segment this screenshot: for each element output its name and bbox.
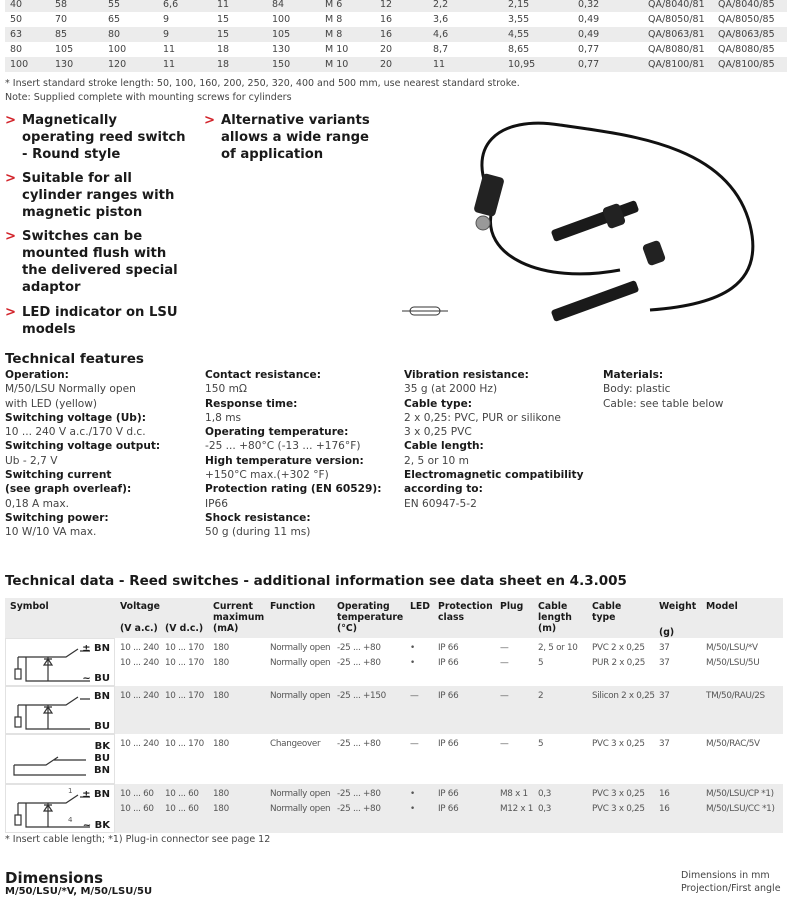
table-cell: IP 66 [438,658,459,668]
table-cell: 11 [163,44,176,55]
table-cell: 10 ... 240 [120,643,159,653]
column-header: (V d.c.) [165,623,204,634]
mounting-note: Note: Supplied complete with mounting screws for cylinders [5,92,292,103]
table-cell: 55 [108,0,121,10]
bullet-marker: > [5,113,17,128]
table-cell: 16 [659,804,670,814]
table-cell: QA/8040/85 [718,0,775,10]
column-header: Weight [659,601,697,612]
feature-value: IP66 [205,497,228,510]
feature-column [5,368,201,540]
table-cell: 180 [213,739,229,749]
bullet-text: Alternative variants allows a wide range of application [221,113,370,162]
bullet-marker: > [204,113,216,128]
table-cell: TM/50/RAU/2S [706,691,765,701]
feature-value: EN 60947-5-2 [404,497,477,510]
feature-label: according to: [404,483,483,496]
table-cell: 10 ... 240 [120,691,159,701]
table-cell: -25 ... +80 [337,658,381,668]
feature-value: Ub - 2,7 V [5,454,58,467]
table-cell: • [410,643,415,653]
table-cell: 9 [163,29,170,40]
bullet-item [5,170,187,221]
feature-value: 35 g (at 2000 Hz) [404,383,498,396]
table-cell: 37 [659,691,670,701]
table-cell: IP 66 [438,691,459,701]
table-cell: 8,7 [433,44,449,55]
feature-label: Switching power: [5,511,109,524]
table-cell: Normally open [270,691,331,701]
table-cell: 2,15 [508,0,530,10]
table-cell: -25 ... +80 [337,804,381,814]
bullet-text: Switches can be mounted flush with the delivered special adaptor [22,229,178,295]
bullet-text: LED indicator on LSU models [22,305,178,337]
feature-label: (see graph overleaf): [5,483,132,496]
table-cell: 85 [55,29,68,40]
table-cell: PUR 2 x 0,25 [592,658,646,668]
table-cell: M 10 [325,59,349,70]
feature-label: Response time: [205,397,298,410]
feature-label: High temperature version: [205,454,364,467]
table-cell: 130 [272,44,291,55]
table-cell: 180 [213,804,229,814]
table-cell: 105 [272,29,291,40]
table-cell: • [410,789,415,799]
table-cell: 100 [108,44,127,55]
feature-value: 50 g (during 11 ms) [205,526,311,539]
bullet-item [5,112,187,163]
table-cell: 120 [108,59,127,70]
table-cell: • [410,658,415,668]
table-cell: 180 [213,658,229,668]
table-cell: 10 ... 60 [165,804,199,814]
table-cell: 8,65 [508,44,530,55]
table-cell: IP 66 [438,789,459,799]
table-cell: 0,77 [578,59,600,70]
table-cell: Normally open [270,658,331,668]
table-cell: PVC 3 x 0,25 [592,789,645,799]
circuit-symbol [5,686,115,734]
table-cell: 10 ... 60 [165,789,199,799]
table-cell: QA/8100/81 [648,59,705,70]
table-cell: — [410,691,419,701]
table-cell: IP 66 [438,643,459,653]
table-cell: PVC 2 x 0,25 [592,643,645,653]
feature-label: Vibration resistance: [404,369,529,381]
table-cell: — [500,739,509,749]
table-cell: M/50/RAC/5V [706,739,760,749]
column-header: (g) [659,627,675,638]
table-cell: -25 ... +80 [337,789,381,799]
table-cell: 5 [538,658,544,668]
feature-value: 10 ... 240 V a.c./170 V d.c. [5,426,146,439]
bullet-marker: > [5,305,17,320]
table-cell: 20 [380,59,393,70]
table-cell: • [410,804,415,814]
feature-value: -25 ... +80°C (-13 ... +176°F) [205,440,361,453]
wire-label: ~ BK [82,820,110,831]
column-header: Plug [500,601,524,612]
table-cell: 130 [55,59,74,70]
table-cell: Normally open [270,789,331,799]
column-header: Voltage [120,601,160,612]
feature-label: Cable type: [404,397,472,410]
table-cell: M8 x 1 [500,789,528,799]
table-cell: 10 ... 60 [120,804,154,814]
wire-label: BK [94,741,110,752]
feature-label: Operation: [5,369,69,381]
projection-note: Projection/First angle [681,883,781,894]
technical-data-title: Technical data - Reed switches - additional information see data sheet en 4.3.005 [5,573,627,589]
table-cell: 6,6 [163,0,179,10]
table-cell: 18 [217,59,230,70]
feature-value: with LED (yellow) [5,397,98,410]
table-cell: 10,95 [508,59,536,70]
wire-label: ± BN [82,789,110,800]
table-cell: 5 [538,739,544,749]
column-header: Current maximum (mA) [213,601,265,634]
feature-label: Operating temperature: [205,426,349,439]
table-cell: 70 [55,14,68,25]
table-cell: 0,3 [538,804,552,814]
table-cell: PVC 3 x 0,25 [592,739,645,749]
wire-label: BU [94,721,110,732]
bullet-text: Magnetically operating reed switch - Round style [22,113,186,162]
feature-value: Cable: see table below [603,397,724,410]
table-cell: 0,32 [578,0,600,10]
feature-label: Switching voltage output: [5,440,161,453]
table-cell: 15 [217,14,230,25]
table-cell: 40 [10,0,23,10]
feature-value: M/50/LSU Normally open [5,383,136,396]
table-cell: 10 ... 240 [120,739,159,749]
table-cell: 84 [272,0,285,10]
table-cell: 63 [10,29,23,40]
table-cell: 80 [10,44,23,55]
dimensions-subtitle: M/50/LSU/*V, M/50/LSU/5U [5,886,153,897]
table-cell: IP 66 [438,739,459,749]
table-cell: 180 [213,789,229,799]
table-cell: 11 [433,59,446,70]
table-cell: Silicon 2 x 0,25 [592,691,655,701]
switch-group [5,638,783,686]
table-cell: PVC 3 x 0,25 [592,804,645,814]
feature-label: Contact resistance: [205,369,321,381]
table-cell: M/50/LSU/*V [706,643,758,653]
feature-value: 10 W/10 VA max. [5,526,97,539]
bullet-item [5,304,187,338]
wire-label: ± BN [82,643,110,654]
dimensions-title: Dimensions [5,869,104,887]
table-cell: 180 [213,691,229,701]
tech-footnote: * Insert cable length; *1) Plug-in connector see page 12 [5,834,271,845]
switch-group [5,686,783,734]
table-cell: 58 [55,0,68,10]
feature-value: 1,8 ms [205,411,242,424]
bullet-item [5,228,187,296]
stroke-footnote: * Insert standard stroke length: 50, 100, 160, 200, 250, 320, 400 and 500 mm, use nearest standard stroke. [5,78,520,89]
table-cell: 4,6 [433,29,449,40]
column-header: Cable type [592,601,622,623]
table-cell: 10 ... 170 [165,691,204,701]
feature-value: +150°C max.(+302 °F) [205,469,329,482]
feature-label: Cable length: [404,440,484,453]
column-header: LED [410,601,430,612]
table-cell: 2, 5 or 10 [538,643,578,653]
bullet-item [204,112,381,163]
table-cell: 0,49 [578,14,600,25]
wire-label: BN [94,691,110,702]
reed-switch-photo [400,105,790,345]
table-cell: 11 [217,0,230,10]
table-cell: QA/8100/85 [718,59,775,70]
table-cell: — [500,643,509,653]
wire-label: BN [94,765,110,776]
table-cell: QA/8063/85 [718,29,775,40]
pin-number: 1 [68,787,73,795]
table-cell: M 10 [325,44,349,55]
table-cell: Changeover [270,739,321,749]
table-cell: Normally open [270,804,331,814]
table-row [5,12,787,27]
table-cell: 37 [659,658,670,668]
dimensions-units: Dimensions in mm [681,870,770,881]
feature-label: Materials: [603,369,664,381]
table-cell: 180 [213,643,229,653]
feature-label: Switching current [5,469,112,482]
feature-value: 3 x 0,25 PVC [404,426,472,439]
column-header: Function [270,601,316,612]
column-header: Operating temperature (°C) [337,601,404,634]
table-cell: M/50/LSU/5U [706,658,760,668]
table-cell: 9 [163,14,170,25]
table-cell: IP 66 [438,804,459,814]
table-cell: M/50/LSU/CP *1) [706,789,774,799]
table-cell: 10 ... 170 [165,658,204,668]
table-cell: QA/8040/81 [648,0,705,10]
table-cell: 2 [538,691,544,701]
column-header: Symbol [10,601,49,612]
feature-value: 150 mΩ [205,383,248,396]
bullet-text: Suitable for all cylinder ranges with magnetic piston [22,171,175,220]
table-cell: M 8 [325,29,343,40]
table-cell: 12 [380,0,393,10]
table-cell: 50 [10,14,23,25]
table-cell: 20 [380,44,393,55]
switch-group [5,784,783,833]
table-cell: 150 [272,59,291,70]
table-cell: QA/8063/81 [648,29,705,40]
table-row [5,42,787,57]
table-cell: 0,49 [578,29,600,40]
technical-features-title: Technical features [5,351,144,367]
table-cell: 4,55 [508,29,530,40]
table-cell: 16 [380,29,393,40]
table-cell: 37 [659,643,670,653]
table-cell: 3,6 [433,14,449,25]
table-cell: 11 [163,59,176,70]
table-cell: — [410,739,419,749]
wire-label: ~ BU [82,673,110,684]
table-cell: 3,55 [508,14,530,25]
table-cell: — [500,658,509,668]
column-header: Model [706,601,738,612]
table-cell: -25 ... +80 [337,643,381,653]
table-cell: 100 [10,59,29,70]
table-cell: — [500,691,509,701]
table-cell: -25 ... +150 [337,691,386,701]
table-cell: 105 [55,44,74,55]
table-cell: 16 [659,789,670,799]
table-cell: 10 ... 240 [120,658,159,668]
table-cell: 65 [108,14,121,25]
feature-column [205,368,401,540]
table-row [5,0,787,12]
table-cell: QA/8080/85 [718,44,775,55]
feature-label: Electromagnetic compatibility [404,469,584,482]
table-cell: 10 ... 170 [165,739,204,749]
table-row [5,57,787,72]
feature-value: 2, 5 or 10 m [404,454,469,467]
table-cell: M/50/LSU/CC *1) [706,804,775,814]
table-cell: Normally open [270,643,331,653]
circuit-symbol [5,638,115,686]
table-cell: 2,2 [433,0,449,10]
table-cell: QA/8050/85 [718,14,775,25]
pin-number: 4 [68,816,73,824]
table-cell: M 8 [325,14,343,25]
circuit-symbol [5,734,115,784]
switch-group [5,734,783,784]
table-cell: QA/8050/81 [648,14,705,25]
wire-label: BU [94,753,110,764]
column-header: (V a.c.) [120,623,158,634]
table-cell: 100 [272,14,291,25]
table-cell: 15 [217,29,230,40]
feature-label: Switching voltage (Ub): [5,411,146,424]
table-cell: M 6 [325,0,343,10]
feature-label: Protection rating (EN 60529): [205,483,382,496]
table-cell: 16 [380,14,393,25]
feature-value: 2 x 0,25: PVC, PUR or silikone [404,411,561,424]
feature-column [603,368,790,411]
table-cell: 18 [217,44,230,55]
bullet-marker: > [5,171,17,186]
column-header: Cable length (m) [538,601,572,634]
table-cell: 0,77 [578,44,600,55]
feature-value: 0,18 A max. [5,497,70,510]
feature-label: Shock resistance: [205,511,311,524]
bullet-marker: > [5,229,17,244]
table-cell: 10 ... 60 [120,789,154,799]
feature-value: Body: plastic [603,383,671,396]
table-cell: 10 ... 170 [165,643,204,653]
feature-column [404,368,600,511]
table-cell: 37 [659,739,670,749]
table-cell: QA/8080/81 [648,44,705,55]
table-cell: M12 x 1 [500,804,534,814]
table-row [5,27,787,42]
circuit-symbol [5,784,115,833]
table-cell: 0,3 [538,789,552,799]
table-cell: 80 [108,29,121,40]
column-header: Protection class [438,601,493,623]
table-cell: -25 ... +80 [337,739,381,749]
